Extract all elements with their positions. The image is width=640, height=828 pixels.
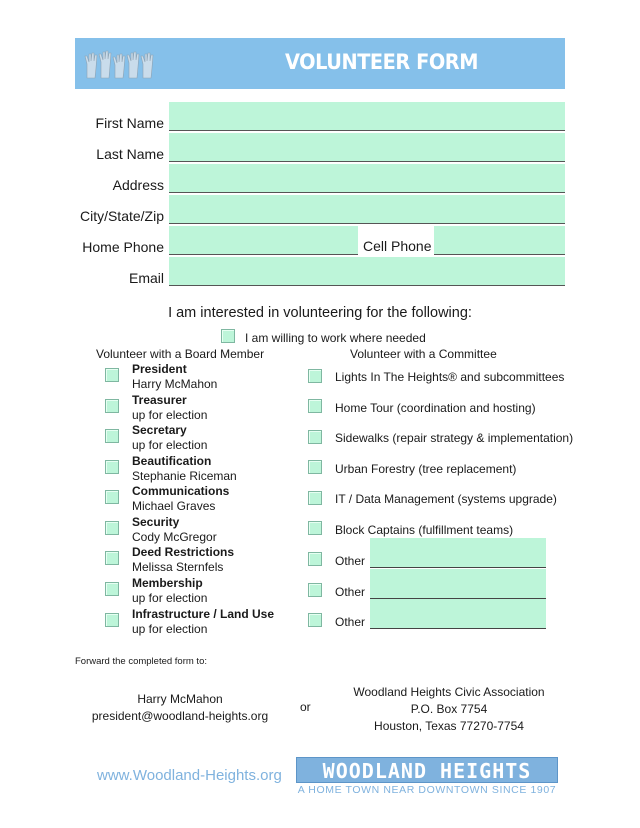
committee-label: Other [335, 615, 366, 629]
board-title: President [132, 362, 187, 376]
board-name: Stephanie Riceman [132, 469, 237, 483]
board-title: Beautification [132, 454, 212, 468]
address-label: Address [112, 177, 164, 193]
committee-label: Urban Forestry (tree replacement) [335, 462, 517, 476]
board-checkbox-infrastructure[interactable] [105, 613, 119, 627]
interest-heading: I am interested in volunteering for the following: [168, 305, 472, 321]
board-checkbox-deed-restrictions[interactable] [105, 551, 119, 565]
association-box: P.O. Box 7754 [410, 702, 488, 716]
board-title: Deed Restrictions [132, 545, 235, 559]
forward-instructions: Forward the completed form to: [75, 656, 207, 667]
last-name-label: Last Name [96, 146, 164, 162]
board-title: Membership [132, 576, 203, 590]
board-checkbox-security[interactable] [105, 521, 119, 535]
committee-checkbox-block-captains[interactable] [308, 521, 322, 535]
contact-name: Harry McMahon [137, 692, 223, 706]
board-name: up for election [132, 622, 208, 636]
board-checkbox-president[interactable] [105, 368, 119, 382]
committee-label: Block Captains (fulfillment teams) [335, 523, 514, 537]
email-field[interactable] [169, 257, 565, 286]
board-checkbox-secretary[interactable] [105, 429, 119, 443]
board-checkbox-beautification[interactable] [105, 460, 119, 474]
board-title: Communications [132, 484, 230, 498]
header-banner [75, 38, 565, 89]
home-phone-label: Home Phone [82, 239, 164, 255]
committee-checkbox-sidewalks[interactable] [308, 430, 322, 444]
anywhere-checkbox[interactable] [221, 329, 235, 343]
board-title: Secretary [132, 423, 187, 437]
board-name: Melissa Sternfels [132, 560, 224, 574]
association-address [340, 684, 558, 735]
board-name: Cody McGregor [132, 530, 217, 544]
first-name-label: First Name [95, 115, 164, 131]
form-title: VOLUNTEER FORM [285, 50, 478, 74]
board-name: up for election [132, 591, 208, 605]
cell-phone-label: Cell Phone [363, 238, 432, 254]
committee-label: Sidewalks (repair strategy & implementation) [335, 431, 574, 445]
or-text: or [300, 700, 311, 714]
committee-checkbox-it[interactable] [308, 491, 322, 505]
board-title: Security [132, 515, 180, 529]
committee-checkbox-other-1[interactable] [308, 552, 322, 566]
last-name-field[interactable] [169, 133, 565, 162]
committee-checkbox-lights[interactable] [308, 369, 322, 383]
committee-heading: Volunteer with a Committee [350, 347, 497, 361]
anywhere-label: I am willing to work where needed [245, 331, 426, 345]
board-title: Treasurer [132, 393, 187, 407]
committee-checkbox-urban-forestry[interactable] [308, 460, 322, 474]
logo-text: WOODLAND HEIGHTS [322, 759, 532, 783]
committee-label: Other [335, 585, 366, 599]
other-input-1[interactable] [370, 538, 546, 568]
committee-checkbox-home-tour[interactable] [308, 399, 322, 413]
woodland-heights-logo [296, 757, 558, 783]
city-state-zip-field[interactable] [169, 195, 565, 224]
board-name: up for election [132, 438, 208, 452]
board-checkbox-treasurer[interactable] [105, 399, 119, 413]
board-title: Infrastructure / Land Use [132, 607, 275, 621]
other-input-2[interactable] [370, 569, 546, 599]
city-state-zip-label: City/State/Zip [79, 208, 164, 224]
board-name: up for election [132, 408, 208, 422]
board-checkbox-communications[interactable] [105, 490, 119, 504]
committee-label: Lights In The Heights® and subcommittees [335, 370, 565, 384]
address-field[interactable] [169, 164, 565, 193]
contact-email[interactable]: president@woodland-heights.org [91, 709, 269, 723]
raised-hands-icon [84, 48, 158, 80]
board-name: Harry McMahon [132, 377, 218, 391]
association-name: Woodland Heights Civic Association [353, 685, 545, 699]
committee-label: Other [335, 554, 366, 568]
other-input-3[interactable] [370, 599, 546, 629]
committee-checkbox-other-3[interactable] [308, 613, 322, 627]
logo-tagline: A HOME TOWN NEAR DOWNTOWN SINCE 1907 [297, 784, 557, 796]
board-name: Michael Graves [132, 499, 216, 513]
committee-checkbox-other-2[interactable] [308, 583, 322, 597]
first-name-field[interactable] [169, 102, 565, 131]
website-link[interactable]: www.Woodland-Heights.org [97, 767, 282, 784]
committee-label: Home Tour (coordination and hosting) [335, 401, 536, 415]
board-heading: Volunteer with a Board Member [96, 347, 265, 361]
association-city: Houston, Texas 77270-7754 [374, 719, 524, 733]
contact-person [90, 691, 270, 725]
board-checkbox-membership[interactable] [105, 582, 119, 596]
email-label: Email [128, 270, 164, 286]
committee-label: IT / Data Management (systems upgrade) [335, 492, 557, 506]
